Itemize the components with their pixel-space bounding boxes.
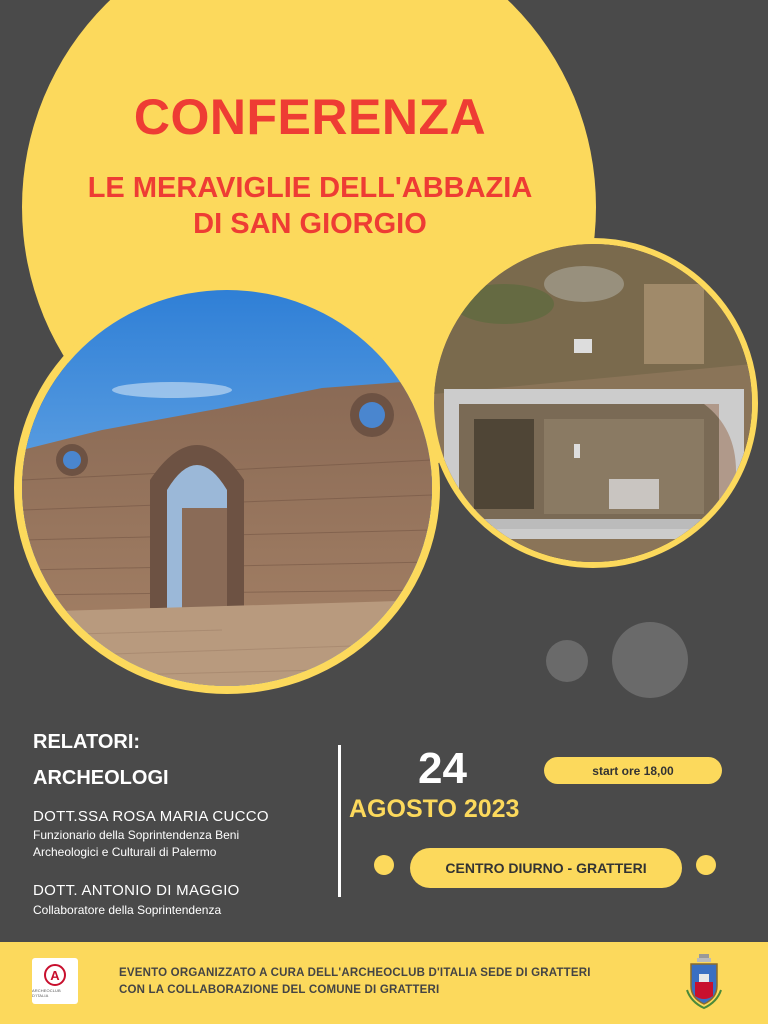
subtitle bbox=[60, 170, 560, 242]
footer-line-2: CON LA COLLABORAZIONE DEL COMUNE DI GRATTERI bbox=[119, 984, 440, 996]
subtitle-line-2: DI SAN GIORGIO bbox=[193, 208, 427, 240]
event-day: 24 bbox=[418, 744, 467, 793]
vertical-divider bbox=[338, 745, 341, 897]
archeoclub-logo-mark: A bbox=[44, 964, 66, 986]
speaker-1-role-line-1: Funzionario della Soprintendenza Beni bbox=[33, 828, 240, 842]
speaker-1-name: DOTT.SSA ROSA MARIA CUCCO bbox=[33, 808, 269, 825]
location-badge: CENTRO DIURNO - GRATTERI bbox=[410, 848, 682, 888]
location-dot-right bbox=[696, 855, 716, 875]
subtitle-line-1: LE MERAVIGLIE DELL'ABBAZIA bbox=[87, 172, 533, 204]
abbey-ruins-photo bbox=[14, 282, 440, 694]
speakers-label: RELATORI: bbox=[33, 731, 141, 753]
speaker-1-role bbox=[33, 827, 313, 861]
speakers-category: ARCHEOLOGI bbox=[33, 767, 169, 789]
gratteri-crest-icon bbox=[685, 952, 723, 1010]
page-title: CONFERENZA bbox=[133, 89, 487, 145]
event-month-year: AGOSTO 2023 bbox=[349, 795, 520, 823]
aerial-excavation-photo bbox=[428, 238, 758, 568]
archeoclub-logo-text: ARCHEOCLUB D'ITALIA bbox=[32, 988, 61, 998]
speaker-2-role: Collaboratore della Soprintendenza bbox=[33, 903, 222, 917]
speaker-2-name: DOTT. ANTONIO DI MAGGIO bbox=[33, 882, 240, 899]
location-dot-left bbox=[374, 855, 394, 875]
start-time-badge: start ore 18,00 bbox=[544, 757, 722, 784]
footer-line-1: EVENTO ORGANIZZATO A CURA DELL'ARCHEOCLUB D'ITALIA SEDE DI GRATTERI bbox=[119, 967, 591, 979]
archeoclub-logo-icon bbox=[32, 958, 78, 1004]
footer-text bbox=[119, 965, 591, 999]
speaker-1-role-line-2: Archeologici e Culturali di Palermo bbox=[33, 845, 217, 859]
decorative-dot-large bbox=[612, 622, 688, 698]
decorative-dot-small bbox=[546, 640, 588, 682]
